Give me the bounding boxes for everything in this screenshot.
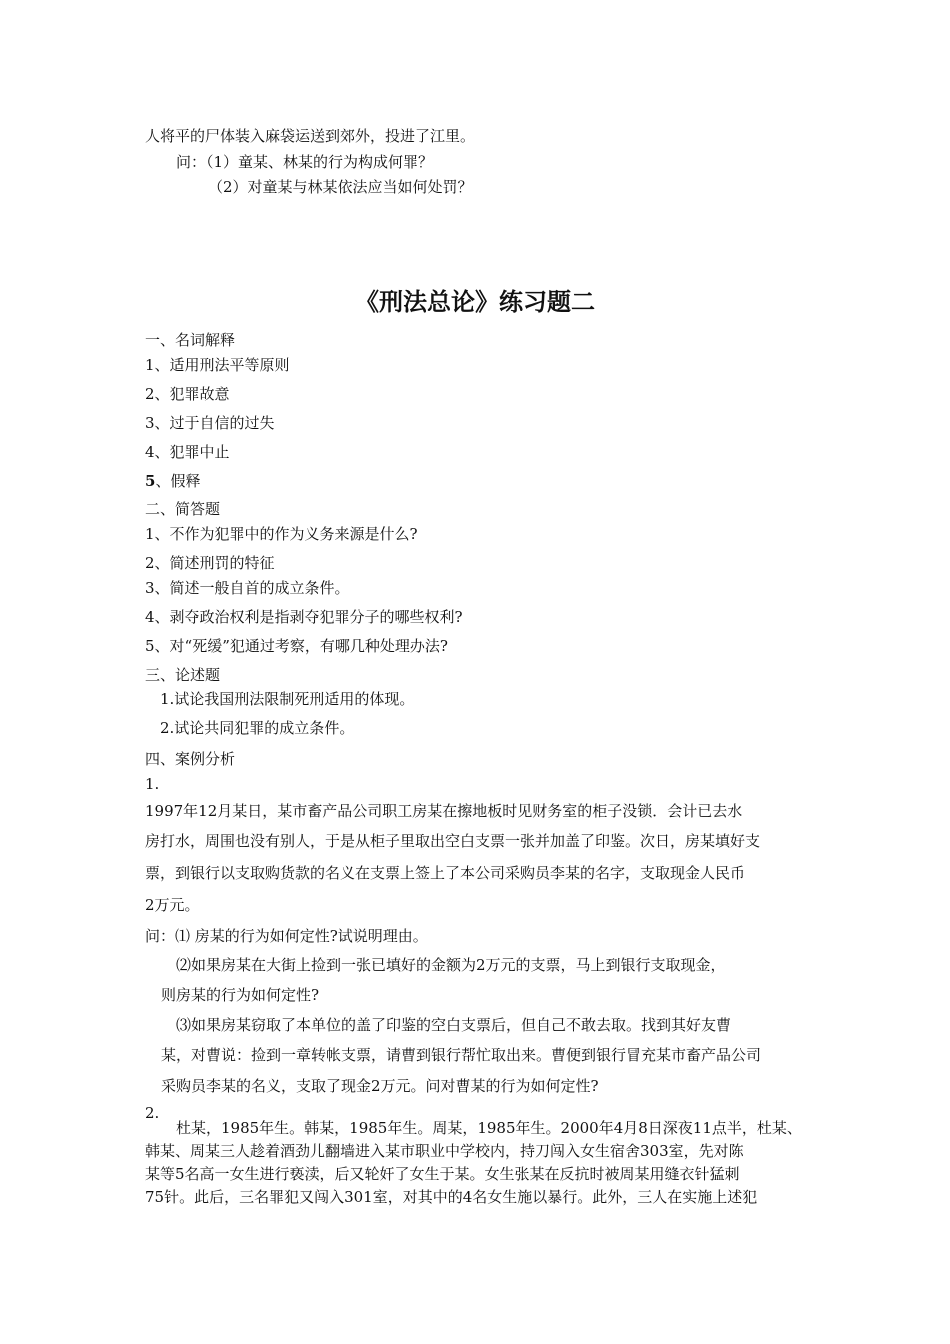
text-line: 人将平的尸体装入麻袋运送到郊外，投进了江里。 (145, 127, 476, 145)
case-question: 问：⑴ 房某的行为如何定性?试说明理由。 (145, 927, 428, 945)
section-heading: 一、名词解释 (145, 331, 236, 349)
case-question: ⑶如果房某窃取了本单位的盖了印鉴的空白支票后，但自己不敢去取。找到其好友曹 (176, 1016, 732, 1034)
page-title: 《刑法总论》练习题二 (355, 288, 595, 316)
case-text-line: 1997年12月某日，某市畜产品公司职工房某在擦地板时见财务室的柜子没锁．会计已去水 (145, 802, 743, 820)
list-item: 1、不作为犯罪中的作为义务来源是什么? (145, 525, 418, 543)
question-line: 问：（1）童某、林某的行为构成何罪？ (176, 153, 434, 171)
section-heading: 三、论述题 (145, 666, 221, 684)
case-number: 1. (145, 775, 160, 793)
list-item: 2、犯罪故意 (145, 385, 230, 403)
case-text-line: 某等5名高一女生进行亵渎，后又轮奸了女生于某。女生张某在反抗时被周某用缝衣针猛刺 (145, 1165, 740, 1183)
case-text-line: 杜某，1985年生。韩某，1985年生。周某，1985年生。2000年4月8日深夜11点半，杜某、 (176, 1119, 802, 1137)
case-question: 某，对曹说：捡到一章转帐支票，请曹到银行帮忙取出来。曹便到银行冒充某市畜产品公司 (161, 1046, 762, 1064)
list-item: 5、对“死缓”犯通过考察，有哪几种处理办法? (145, 637, 448, 655)
section-heading: 四、案例分析 (145, 750, 236, 768)
list-item: 1.试论我国刑法限制死刑适用的体现。 (160, 690, 415, 708)
list-item: 3、简述一般自首的成立条件。 (145, 579, 350, 597)
list-item: 2、简述刑罚的特征 (145, 554, 275, 572)
list-item: 3、过于自信的过失 (145, 414, 275, 432)
list-item: 4、犯罪中止 (145, 443, 230, 461)
list-item-text: 、假释 (155, 472, 201, 490)
case-question: 则房某的行为如何定性? (161, 986, 320, 1004)
list-item (145, 471, 200, 491)
case-text-line: 2万元。 (145, 896, 200, 914)
case-question: ⑵如果房某在大街上捡到一张已填好的金额为2万元的支票，马上到银行支取现金， (176, 956, 726, 974)
case-text-line: 韩某、周某三人趁着酒劲儿翻墙进入某市职业中学校内，持刀闯入女生宿舍303室，先对陈 (145, 1142, 744, 1160)
case-text-line: 75针。此后，三名罪犯又闯入301室，对其中的4名女生施以暴行。此外，三人在实施上述犯 (145, 1188, 758, 1206)
case-text-line: 票，到银行以支取购货款的名义在支票上签上了本公司采购员李某的名字，支取现金人民币 (145, 864, 746, 882)
list-item-number: 5 (145, 472, 156, 490)
case-question: 采购员李某的名义，支取了现金2万元。问对曹某的行为如何定性? (161, 1077, 599, 1095)
list-item: 4、剥夺政治权利是指剥夺犯罪分子的哪些权利? (145, 608, 463, 626)
list-item: 1、适用刑法平等原则 (145, 356, 290, 374)
question-line: （2）对童某与林某依法应当如何处罚？ (208, 178, 473, 196)
case-number: 2. (145, 1104, 160, 1122)
case-text-line: 房打水，周围也没有别人，于是从柜子里取出空白支票一张并加盖了印鉴。次日，房某填好支 (145, 832, 761, 850)
list-item: 2.试论共同犯罪的成立条件。 (160, 719, 355, 737)
section-heading: 二、简答题 (145, 500, 221, 518)
